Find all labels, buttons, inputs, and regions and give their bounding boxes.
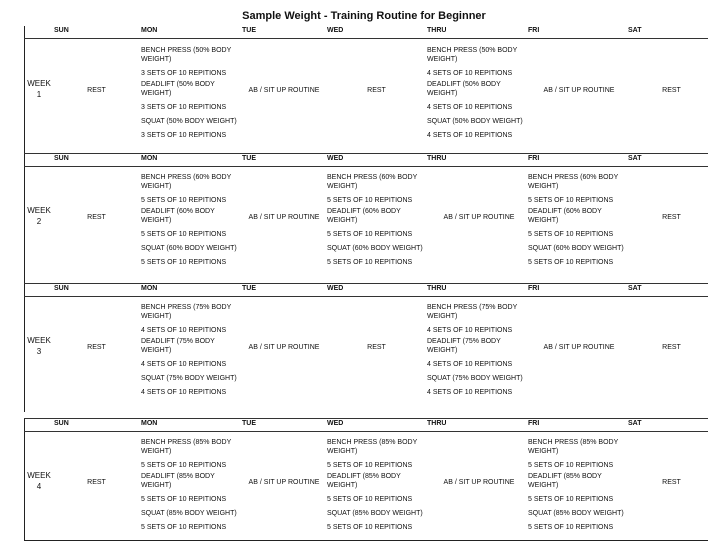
wednesday-exercise-line: BENCH PRESS (60% BODY WEIGHT) xyxy=(327,174,418,190)
day-header-thru: THRU xyxy=(427,155,447,162)
friday-cell: AB / SIT UP ROUTINE xyxy=(543,344,615,351)
thursday-exercise-line: 4 SETS OF 10 REPITIONS xyxy=(427,104,513,111)
monday-exercise-line: BENCH PRESS (60% BODY WEIGHT) xyxy=(141,174,232,190)
thursday-exercise-line: BENCH PRESS (50% BODY WEIGHT) xyxy=(427,47,518,63)
friday-exercise-line: 5 SETS OF 10 REPITIONS xyxy=(528,197,614,204)
week-block-4 xyxy=(24,418,708,543)
monday-exercise-line: 5 SETS OF 10 REPITIONS xyxy=(141,231,227,238)
saturday-cell: REST xyxy=(662,479,681,486)
day-header-thru: THRU xyxy=(427,420,447,427)
thursday-exercise-line: SQUAT (75% BODY WEIGHT) xyxy=(427,375,523,382)
day-header-sun: SUN xyxy=(54,155,69,162)
day-header-sat: SAT xyxy=(628,155,642,162)
day-header-sat: SAT xyxy=(628,420,642,427)
sunday-cell: REST xyxy=(87,214,106,221)
week-label-number: 4 xyxy=(36,482,42,491)
friday-exercise-line: 5 SETS OF 10 REPITIONS xyxy=(528,462,614,469)
monday-exercise-line: DEADLIFT (85% BODY WEIGHT) xyxy=(141,473,215,489)
day-header-tue: TUE xyxy=(242,27,256,34)
friday-cell: AB / SIT UP ROUTINE xyxy=(543,87,615,94)
thursday-exercise-line: DEADLIFT (50% BODY WEIGHT) xyxy=(427,81,501,97)
day-header-thru: THRU xyxy=(427,27,447,34)
day-header-thru: THRU xyxy=(427,285,447,292)
monday-exercise-line: 3 SETS OF 10 REPITIONS xyxy=(141,132,227,139)
week-label-number: 2 xyxy=(36,217,42,226)
friday-exercise-line: 5 SETS OF 10 REPITIONS xyxy=(528,524,614,531)
week-block-1 xyxy=(24,26,708,151)
monday-exercise-line: 5 SETS OF 10 REPITIONS xyxy=(141,496,227,503)
monday-exercise-line: 5 SETS OF 10 REPITIONS xyxy=(141,462,227,469)
day-header-fri: FRI xyxy=(528,420,540,427)
wednesday-exercise-line: DEADLIFT (60% BODY WEIGHT) xyxy=(327,208,401,224)
wednesday-exercise-line: DEADLIFT (85% BODY WEIGHT) xyxy=(327,473,401,489)
monday-exercise-line: DEADLIFT (60% BODY WEIGHT) xyxy=(141,208,215,224)
day-header-sat: SAT xyxy=(628,285,642,292)
thursday-exercise-line: 4 SETS OF 10 REPITIONS xyxy=(427,361,513,368)
monday-exercise-line: DEADLIFT (75% BODY WEIGHT) xyxy=(141,338,215,354)
week-label-word: WEEK xyxy=(27,336,51,345)
week-label xyxy=(24,78,54,100)
day-header-wed: WED xyxy=(327,155,344,162)
tuesday-cell: AB / SIT UP ROUTINE xyxy=(248,479,320,486)
day-header-tue: TUE xyxy=(242,285,256,292)
monday-exercise-line: BENCH PRESS (75% BODY WEIGHT) xyxy=(141,304,232,320)
day-header-sun: SUN xyxy=(54,285,69,292)
friday-exercise-line: BENCH PRESS (60% BODY WEIGHT) xyxy=(528,174,619,190)
wednesday-exercise-line: 5 SETS OF 10 REPITIONS xyxy=(327,231,413,238)
monday-exercise-line: BENCH PRESS (85% BODY WEIGHT) xyxy=(141,439,232,455)
day-header-mon: MON xyxy=(141,285,158,292)
monday-exercise-line: 4 SETS OF 10 REPITIONS xyxy=(141,389,227,396)
monday-exercise-line: 5 SETS OF 10 REPITIONS xyxy=(141,524,227,531)
monday-exercise-line: SQUAT (85% BODY WEIGHT) xyxy=(141,510,237,517)
week-block-2 xyxy=(24,153,708,278)
friday-exercise-line: SQUAT (60% BODY WEIGHT) xyxy=(528,245,624,252)
wednesday-exercise-line: SQUAT (85% BODY WEIGHT) xyxy=(327,510,423,517)
wednesday-exercise-line: 5 SETS OF 10 REPITIONS xyxy=(327,197,413,204)
friday-exercise-line: SQUAT (85% BODY WEIGHT) xyxy=(528,510,624,517)
wednesday-exercise-line: SQUAT (60% BODY WEIGHT) xyxy=(327,245,423,252)
day-header-row xyxy=(24,26,708,39)
day-header-mon: MON xyxy=(141,420,158,427)
thursday-exercise-line: 4 SETS OF 10 REPITIONS xyxy=(427,327,513,334)
day-header-fri: FRI xyxy=(528,27,540,34)
week-label-word: WEEK xyxy=(27,206,51,215)
thursday-exercise-line: 4 SETS OF 10 REPITIONS xyxy=(427,389,513,396)
day-header-tue: TUE xyxy=(242,420,256,427)
friday-exercise-line: BENCH PRESS (85% BODY WEIGHT) xyxy=(528,439,619,455)
wednesday-exercise-line: BENCH PRESS (85% BODY WEIGHT) xyxy=(327,439,418,455)
week-label-number: 3 xyxy=(36,347,42,356)
wednesday-exercise-line: 5 SETS OF 10 REPITIONS xyxy=(327,524,413,531)
day-header-sat: SAT xyxy=(628,27,642,34)
day-header-mon: MON xyxy=(141,155,158,162)
friday-exercise-line: 5 SETS OF 10 REPITIONS xyxy=(528,231,614,238)
week-block-3 xyxy=(24,283,708,408)
saturday-cell: REST xyxy=(662,87,681,94)
sunday-cell: REST xyxy=(87,344,106,351)
day-header-sun: SUN xyxy=(54,27,69,34)
sunday-cell: REST xyxy=(87,87,106,94)
saturday-cell: REST xyxy=(662,344,681,351)
friday-exercise-line: DEADLIFT (60% BODY WEIGHT) xyxy=(528,208,602,224)
thursday-exercise-line: SQUAT (50% BODY WEIGHT) xyxy=(427,118,523,125)
day-header-wed: WED xyxy=(327,420,344,427)
monday-exercise-line: DEADLIFT (50% BODY WEIGHT) xyxy=(141,81,215,97)
monday-exercise-line: 5 SETS OF 10 REPITIONS xyxy=(141,197,227,204)
monday-exercise-line: BENCH PRESS (50% BODY WEIGHT) xyxy=(141,47,232,63)
week-label-word: WEEK xyxy=(27,471,51,480)
day-header-fri: FRI xyxy=(528,285,540,292)
monday-exercise-line: SQUAT (60% BODY WEIGHT) xyxy=(141,245,237,252)
sunday-cell: REST xyxy=(87,479,106,486)
monday-exercise-line: 3 SETS OF 10 REPITIONS xyxy=(141,70,227,77)
day-header-tue: TUE xyxy=(242,155,256,162)
day-header-mon: MON xyxy=(141,27,158,34)
friday-exercise-line: 5 SETS OF 10 REPITIONS xyxy=(528,496,614,503)
week-label-word: WEEK xyxy=(27,79,51,88)
monday-exercise-line: SQUAT (50% BODY WEIGHT) xyxy=(141,118,237,125)
thursday-exercise-line: 4 SETS OF 10 REPITIONS xyxy=(427,70,513,77)
week-label-number: 1 xyxy=(36,90,42,99)
tuesday-cell: AB / SIT UP ROUTINE xyxy=(248,87,320,94)
page-title: Sample Weight - Training Routine for Beginner xyxy=(242,10,486,22)
day-header-row xyxy=(24,153,708,167)
week-label xyxy=(24,470,54,492)
day-header-row xyxy=(24,283,708,297)
thursday-exercise-line: 4 SETS OF 10 REPITIONS xyxy=(427,132,513,139)
saturday-cell: REST xyxy=(662,214,681,221)
thursday-exercise-line: BENCH PRESS (75% BODY WEIGHT) xyxy=(427,304,518,320)
monday-exercise-line: 4 SETS OF 10 REPITIONS xyxy=(141,327,227,334)
week-label xyxy=(24,205,54,227)
day-header-sun: SUN xyxy=(54,420,69,427)
thursday-cell: AB / SIT UP ROUTINE xyxy=(443,214,515,221)
wednesday-exercise-line: 5 SETS OF 10 REPITIONS xyxy=(327,462,413,469)
monday-exercise-line: SQUAT (75% BODY WEIGHT) xyxy=(141,375,237,382)
week-label xyxy=(24,335,54,357)
wednesday-exercise-line: 5 SETS OF 10 REPITIONS xyxy=(327,259,413,266)
day-header-wed: WED xyxy=(327,285,344,292)
friday-exercise-line: 5 SETS OF 10 REPITIONS xyxy=(528,259,614,266)
friday-exercise-line: DEADLIFT (85% BODY WEIGHT) xyxy=(528,473,602,489)
thursday-cell: AB / SIT UP ROUTINE xyxy=(443,479,515,486)
thursday-exercise-line: DEADLIFT (75% BODY WEIGHT) xyxy=(427,338,501,354)
day-header-wed: WED xyxy=(327,27,344,34)
tuesday-cell: AB / SIT UP ROUTINE xyxy=(248,214,320,221)
monday-exercise-line: 5 SETS OF 10 REPITIONS xyxy=(141,259,227,266)
day-header-row xyxy=(24,418,708,432)
tuesday-cell: AB / SIT UP ROUTINE xyxy=(248,344,320,351)
monday-exercise-line: 4 SETS OF 10 REPITIONS xyxy=(141,361,227,368)
day-header-fri: FRI xyxy=(528,155,540,162)
wednesday-exercise-line: 5 SETS OF 10 REPITIONS xyxy=(327,496,413,503)
monday-exercise-line: 3 SETS OF 10 REPITIONS xyxy=(141,104,227,111)
wednesday-cell: REST xyxy=(367,344,386,351)
wednesday-cell: REST xyxy=(367,87,386,94)
